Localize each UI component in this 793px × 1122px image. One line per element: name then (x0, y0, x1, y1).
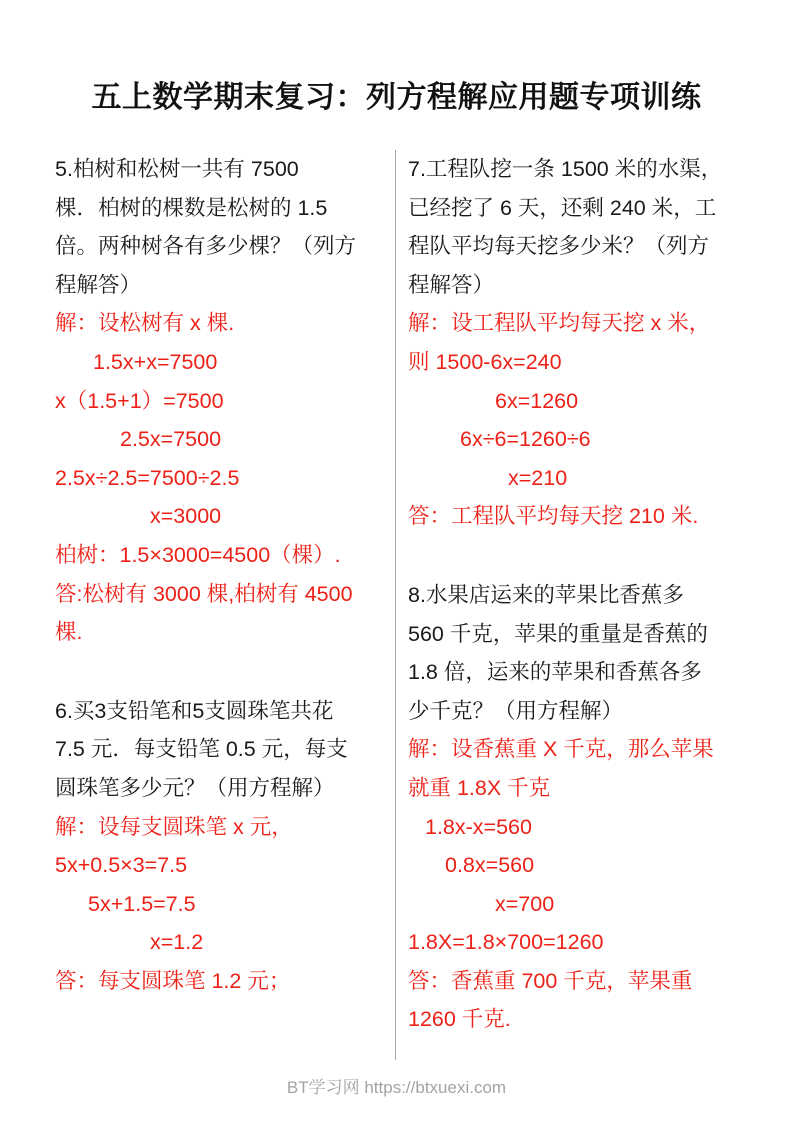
solution-line: 棵. (55, 620, 83, 645)
content-columns (0, 150, 793, 1060)
problem-8 (408, 576, 749, 1039)
solution-line: 1.5x+x=7500 (93, 349, 218, 374)
solution-line: 解：设每支圆珠笔 x 元， (55, 814, 293, 839)
question-line: 7.5 元．每支铅笔 0.5 元，每支 (55, 737, 348, 762)
solution-line: x=700 (495, 891, 555, 916)
solution-line: x=3000 (150, 504, 222, 529)
solution-line: x=1.2 (150, 930, 204, 955)
solution-line: 解：设香蕉重 X 千克，那么苹果 (408, 737, 714, 762)
page-title: 五上数学期末复习：列方程解应用题专项训练 (91, 81, 702, 114)
problem-6 (55, 692, 387, 1001)
solution-line: 1.8X=1.8×700=1260 (408, 930, 604, 955)
question-line: 少千克？（用方程解） (408, 698, 624, 723)
solution-line: 答：每支圆珠笔 1.2 元； (55, 968, 291, 993)
question-line: 倍。两种树各有多少棵？（列方 (55, 234, 357, 259)
question-line: 5.柏树和松树一共有 7500 (55, 157, 299, 181)
solution-line: 2.5x÷2.5=7500÷2.5 (55, 465, 240, 490)
solution-line: 柏树：1.5×3000=4500（棵）. (55, 542, 341, 567)
solution-line: 答：香蕉重 700 千克，苹果重 (408, 968, 693, 993)
question-line: 圆珠笔多少元？（用方程解） (55, 775, 335, 800)
question-line: 程解答） (55, 272, 142, 297)
solution-line: x（1.5+1）=7500 (55, 388, 224, 413)
solution-line: 解：设松树有 x 棵. (55, 311, 235, 336)
solution-line: 解：设工程队平均每天挖 x 米， (408, 311, 711, 336)
problem-5 (55, 150, 387, 652)
solution-line: 5x+1.5=7.5 (88, 891, 196, 916)
solution-line: 6x=1260 (495, 388, 579, 413)
solution-line: 0.8x=560 (445, 853, 535, 878)
problem-7 (408, 150, 749, 536)
question-line: 1.8 倍，运来的苹果和香蕉各多 (408, 660, 702, 685)
solution-line: 就重 1.8X 千克 (408, 775, 551, 800)
question-line: 7.工程队挖一条 1500 米的水渠， (408, 157, 723, 181)
question-line: 棵．柏树的棵数是松树的 1.5 (55, 195, 328, 220)
solution-line: x=210 (508, 465, 568, 490)
question-line: 已经挖了 6 天，还剩 240 米，工 (408, 195, 717, 220)
solution-line: 答:松树有 3000 棵,柏树有 4500 (55, 581, 353, 606)
question-line: 8.水果店运来的苹果比香蕉多 (408, 582, 684, 607)
question-line: 程队平均每天挖多少米？（列方 (408, 234, 710, 259)
footer-watermark: BT学习网 https://btxuexi.com (286, 1078, 507, 1097)
solution-line: 2.5x=7500 (120, 427, 222, 452)
question-line: 560 千克，苹果的重量是香蕉的 (408, 621, 708, 646)
left-column (55, 150, 395, 1060)
solution-line: 答：工程队平均每天挖 210 米. (408, 504, 699, 529)
question-line: 6.买3支铅笔和5支圆珠笔共花 (55, 698, 334, 723)
right-column (396, 150, 749, 1060)
solution-line: 5x+0.5×3=7.5 (55, 853, 188, 878)
solution-line: 6x÷6=1260÷6 (460, 427, 591, 452)
solution-line: 1.8x-x=560 (425, 814, 532, 839)
solution-line: 1260 千克. (408, 1007, 511, 1032)
solution-line: 则 1500-6x=240 (408, 349, 562, 374)
question-line: 程解答） (408, 272, 495, 297)
